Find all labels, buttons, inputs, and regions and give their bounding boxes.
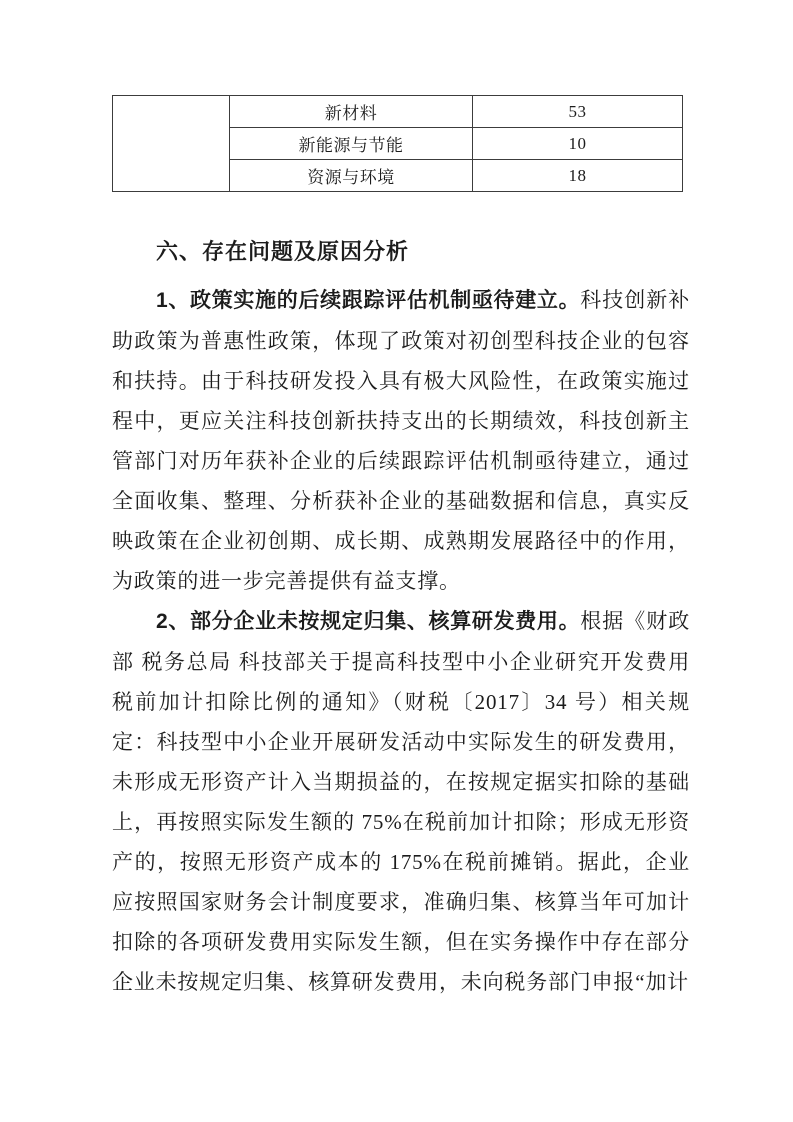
table-cell-category: 资源与环境 <box>230 160 473 192</box>
table-cell-category: 新能源与节能 <box>230 128 473 160</box>
table-cell-value: 53 <box>473 96 683 128</box>
paragraph-2 <box>112 601 690 1002</box>
document-body <box>112 230 690 1002</box>
paragraph-1-lead: 1、政策实施的后续跟踪评估机制亟待建立。 <box>156 289 581 312</box>
table-row <box>113 96 683 128</box>
table-cell-value: 18 <box>473 160 683 192</box>
paragraph-1 <box>112 280 690 601</box>
paragraph-2-text: 根据《财政部 税务总局 科技部关于提高科技型中小企业研究开发费用税前加计扣除比例的通知》（财税〔2017〕34 号）相关规定：科技型中小企业开展研发活动中实际发生的研发费用，未形成无形资产计入当期损益的，在按规定据实扣除的基础上，再按照实际发生额的 75%在税前加计扣除；形成无形资产的，按照无形资产成本的 175%在税前摊销。据此，企业应按照国家财务会计制度要求，准确归集、核算当年可加计扣除的各项研发费用实际发生额，但在实务操作中存在部分企业未按规定归集、核算研发费用，未向税务部门申报“加计 <box>112 609 690 994</box>
paragraph-2-lead: 2、部分企业未按规定归集、核算研发费用。 <box>156 610 581 633</box>
table-cell-value: 10 <box>473 128 683 160</box>
paragraph-1-text: 科技创新补助政策为普惠性政策，体现了政策对初创型科技企业的包容和扶持。由于科技研发投入具有极大风险性，在政策实施过程中，更应关注科技创新扶持支出的长期绩效，科技创新主管部门对历年获补企业的后续跟踪评估机制亟待建立，通过全面收集、整理、分析获补企业的基础数据和信息，真实反映政策在企业初创期、成长期、成熟期发展路径中的作用，为政策的进一步完善提供有益支撑。 <box>112 288 690 593</box>
category-count-table <box>112 95 683 192</box>
table-cell-group-empty <box>113 96 230 192</box>
section-heading: 六、存在问题及原因分析 <box>156 239 410 264</box>
table-cell-category: 新材料 <box>230 96 473 128</box>
